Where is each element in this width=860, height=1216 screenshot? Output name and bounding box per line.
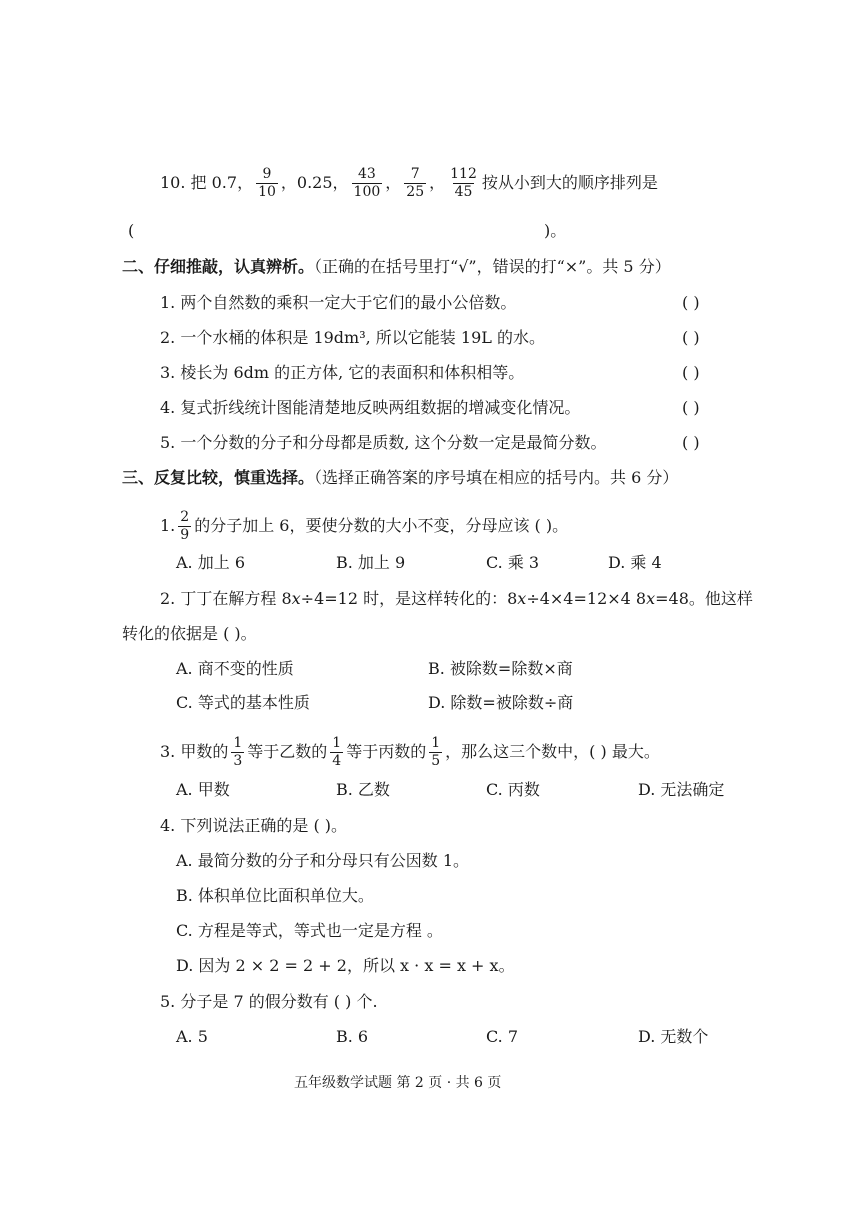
fraction-numerator: 1	[233, 735, 243, 751]
section3-title	[122, 467, 678, 489]
q3-option-d: D. 无法确定	[638, 780, 725, 799]
q10-fraction-1	[256, 166, 278, 201]
fraction-numerator: 7	[410, 166, 420, 182]
answer-blank[interactable]: ( )	[682, 328, 700, 347]
q1-option-a: A. 加上 6	[176, 553, 245, 572]
choice-q5-stem: 5. 分子是 7 的假分数有 ( ) 个.	[160, 992, 378, 1011]
answer-blank[interactable]: ( )	[682, 398, 700, 417]
q2-variable: x	[646, 589, 656, 608]
q1-option-d: D. 乘 4	[608, 553, 662, 572]
fraction-numerator: 112	[450, 166, 477, 182]
choice-q4-stem: 4. 下列说法正确的是 ( )。	[160, 816, 348, 835]
q10-line	[160, 166, 658, 201]
section3-heading: 三、反复比较，慎重选择。	[122, 468, 315, 487]
q2-variable: x	[517, 589, 527, 608]
q3-fraction-1	[231, 735, 244, 770]
fraction-numerator: 9	[262, 166, 272, 182]
q4-option-b: B. 体积单位比面积单位大。	[176, 886, 374, 905]
fraction-denominator: 10	[258, 184, 276, 200]
q10-fraction-2	[352, 166, 383, 201]
answer-blank[interactable]: ( )	[682, 433, 700, 452]
q4-option-d: D. 因为 2 × 2 = 2 + 2，所以 x · x = x + x。	[176, 956, 515, 975]
q1-option-b: B. 加上 9	[336, 553, 406, 572]
q5-option-a: A. 5	[176, 1027, 208, 1046]
q3-fraction-2	[330, 735, 343, 770]
q3-text: 等于乙数的	[247, 742, 328, 761]
fraction-denominator: 4	[332, 753, 342, 769]
q2-text: 2. 丁丁在解方程 8	[160, 589, 292, 608]
q1-number: 1.	[160, 516, 176, 535]
q5-option-c: C. 7	[486, 1027, 519, 1046]
q2-text: ÷4×4=12×4 8	[526, 589, 647, 608]
q1-option-c: C. 乘 3	[486, 553, 540, 572]
q10-text: ，	[385, 173, 402, 192]
q3-option-c: C. 丙数	[486, 780, 540, 799]
choice-q3-stem	[160, 735, 660, 770]
q3-option-b: B. 乙数	[336, 780, 390, 799]
fraction-numerator: 1	[431, 735, 441, 751]
q3-text: 3. 甲数的	[160, 742, 229, 761]
fraction-numerator: 43	[358, 166, 376, 182]
fraction-denominator: 25	[406, 184, 425, 200]
q4-option-a: A. 最简分数的分子和分母只有公因数 1。	[176, 851, 469, 870]
fraction-numerator: 2	[180, 509, 190, 525]
q2-option-a: A. 商不变的性质	[176, 659, 294, 678]
q1-text: 的分子加上 6，要使分数的大小不变，分母应该 ( )。	[194, 516, 569, 535]
answer-blank[interactable]: ( )	[682, 363, 700, 382]
fraction-numerator: 1	[332, 735, 342, 751]
judge-item: 3. 棱长为 6dm 的正方体, 它的表面积和体积相等。	[160, 363, 525, 382]
fraction-denominator: 9	[180, 527, 190, 543]
choice-q2-stem	[160, 588, 753, 610]
q3-text: 等于丙数的	[346, 742, 427, 761]
section3-note: （选择正确答案的序号填在相应的括号内。共 6 分）	[314, 468, 679, 487]
q3-text: ，那么这三个数中，( ) 最大。	[445, 742, 660, 761]
q3-fraction-3	[429, 735, 442, 770]
q2-text: ÷4=12 时，是这样转化的：8	[300, 589, 518, 608]
fraction-denominator: 100	[353, 184, 381, 200]
section2-title	[122, 256, 671, 278]
judge-item: 1. 两个自然数的乘积一定大于它们的最小公倍数。	[160, 293, 517, 312]
page-footer: 五年级数学试题 第 2 页 · 共 6 页	[294, 1075, 502, 1091]
q10-fraction-4	[448, 166, 479, 201]
q10-answer-open-paren: (	[128, 221, 135, 240]
choice-q1-stem	[160, 509, 568, 544]
q10-text: ，0.25，	[280, 173, 349, 192]
q10-text: ，	[429, 173, 446, 192]
q2-option-c: C. 等式的基本性质	[176, 693, 310, 712]
choice-q2-stem-line2: 转化的依据是 ( )。	[122, 624, 257, 643]
judge-item: 2. 一个水桶的体积是 19dm³, 所以它能装 19L 的水。	[160, 328, 545, 347]
fraction-denominator: 45	[454, 184, 473, 200]
q5-option-d: D. 无数个	[638, 1027, 709, 1046]
q1-fraction	[178, 509, 191, 544]
q10-suffix: 按从小到大的顺序排列是	[481, 173, 658, 192]
q2-option-b: B. 被除数=除数×商	[428, 659, 573, 678]
judge-item: 4. 复式折线统计图能清楚地反映两组数据的增减变化情况。	[160, 398, 581, 417]
q2-variable: x	[291, 589, 301, 608]
q3-option-a: A. 甲数	[176, 780, 230, 799]
q4-option-c: C. 方程是等式，等式也一定是方程 。	[176, 921, 443, 940]
answer-blank[interactable]: ( )	[682, 293, 700, 312]
q5-option-b: B. 6	[336, 1027, 369, 1046]
q10-answer-close-paren: )。	[544, 221, 567, 240]
q2-option-d: D. 除数=被除数÷商	[428, 693, 574, 712]
q10-fraction-3	[404, 166, 426, 201]
q2-text: =48。他这样	[655, 589, 753, 608]
fraction-denominator: 3	[233, 753, 243, 769]
section2-heading: 二、仔细推敲，认真辨析。	[122, 257, 315, 276]
q10-prefix: 10. 把 0.7，	[160, 173, 254, 192]
section2-note: （正确的在括号里打“√”，错误的打“×”。共 5 分）	[314, 257, 671, 276]
fraction-denominator: 5	[431, 753, 441, 769]
judge-item: 5. 一个分数的分子和分母都是质数, 这个分数一定是最简分数。	[160, 433, 607, 452]
